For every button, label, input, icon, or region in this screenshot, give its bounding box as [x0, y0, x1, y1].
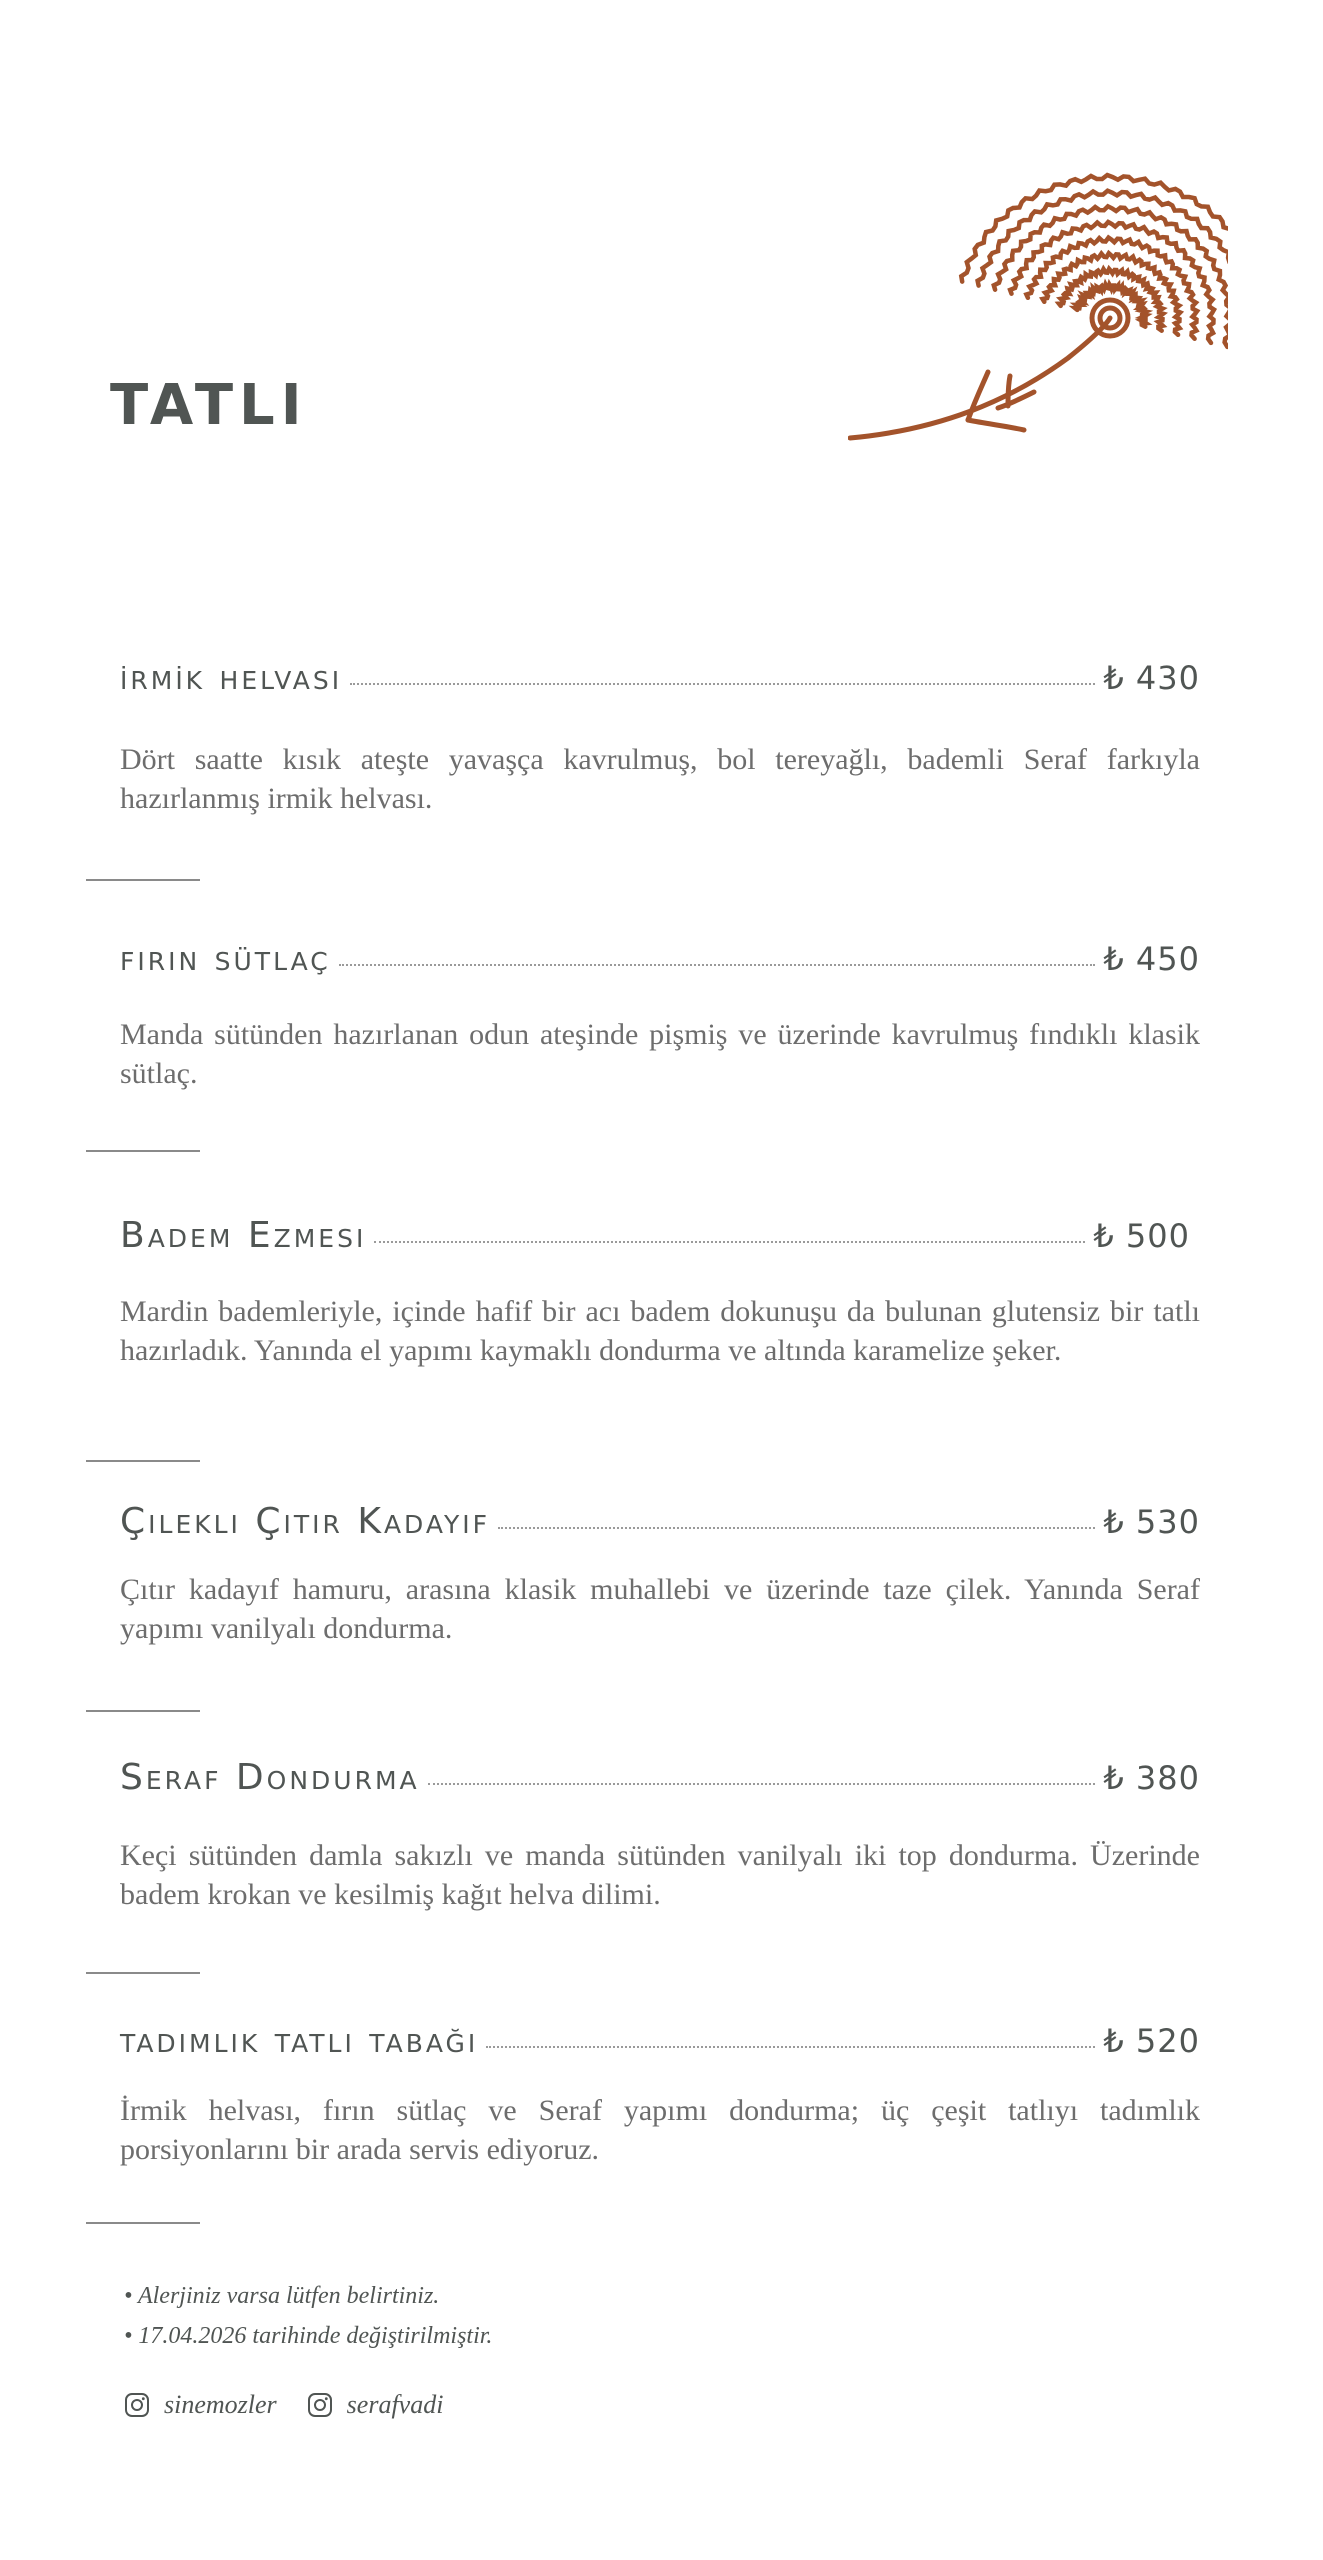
item-price: ₺ 450: [1103, 940, 1200, 978]
social-links: [124, 2390, 473, 2420]
item-name: i̇rmi̇k helvasi: [120, 657, 343, 698]
social-link-sinemozler[interactable]: [124, 2390, 277, 2420]
dot-leader: [350, 683, 1095, 685]
divider: [86, 1972, 200, 1974]
social-handle[interactable]: sinemozler: [164, 2390, 277, 2419]
item-name: tadimlik tatli tabaği: [120, 2020, 479, 2061]
fern-leaf-icon: [848, 172, 1228, 442]
item-description: Çıtır kadayıf hamuru, arasına klasik muhallebi ve üzerinde taze çilek. Yanında Seraf yapımı vanilyalı dondurma.: [120, 1573, 1200, 1645]
dot-leader: [339, 964, 1096, 966]
divider: [86, 2222, 200, 2224]
item-description: Manda sütünden hazırlanan odun ateşinde pişmiş ve üzerinde kavrulmuş fındıklı klasik sütlaç.: [120, 1018, 1200, 1090]
dot-leader: [486, 2046, 1095, 2048]
social-link-serafvadi[interactable]: [307, 2390, 444, 2420]
instagram-icon: [307, 2392, 333, 2418]
item-price: ₺ 500: [1093, 1217, 1190, 1255]
item-name: Seraf Dondurma: [120, 1757, 420, 1798]
menu-item-tadimlik-tatli-tabagi: [120, 2020, 1200, 2166]
menu-item-badem-ezmesi: [120, 1215, 1200, 1367]
menu-item-cilekli-citir-kadayif: [120, 1501, 1200, 1645]
item-price: ₺ 530: [1103, 1503, 1200, 1541]
updated-date-note: • 17.04.2026 tarihinde değiştirilmiştir.: [124, 2323, 493, 2349]
dot-leader: [428, 1783, 1096, 1785]
divider: [86, 879, 200, 881]
item-name: firin sütlaç: [120, 938, 331, 979]
social-handle[interactable]: serafvadi: [346, 2390, 444, 2419]
item-description: Keçi sütünden damla sakızlı ve manda sütünden vanilyalı iki top dondurma. Üzerinde badem krokan ve kesilmiş kağıt helva dilimi.: [120, 1839, 1200, 1911]
footnotes: [124, 2276, 492, 2356]
page-title: TATLI: [110, 373, 308, 438]
divider: [86, 1150, 200, 1152]
allergy-note: • Alerjiniz varsa lütfen belirtiniz.: [124, 2283, 440, 2309]
item-description: Dört saatte kısık ateşte yavaşça kavrulmuş, bol tereyağlı, bademli Seraf farkıyla hazırlanmış irmik helvası.: [120, 743, 1200, 815]
menu-item-seraf-dondurma: [120, 1757, 1200, 1911]
divider: [86, 1460, 200, 1462]
item-description: Mardin bademleriyle, içinde hafif bir acı badem dokunuşu da bulunan glutensiz bir tatlı hazırladık. Yanında el yapımı kaymaklı dondurma ve altında karamelize şeker.: [120, 1295, 1200, 1367]
item-name: Badem Ezmesi: [120, 1215, 367, 1256]
item-description: İrmik helvası, fırın sütlaç ve Seraf yapımı dondurma; üç çeşit tatlıyı tadımlık porsiyonlarını bir arada servis ediyoruz.: [120, 2094, 1200, 2166]
menu-item-firin-sutlac: [120, 938, 1200, 1090]
menu-item-irmik-helvasi: [120, 657, 1200, 815]
item-price: ₺ 430: [1103, 659, 1200, 697]
dot-leader: [498, 1527, 1095, 1529]
dot-leader: [374, 1241, 1085, 1243]
item-price: ₺ 380: [1103, 1759, 1200, 1797]
instagram-icon: [124, 2392, 150, 2418]
item-price: ₺ 520: [1103, 2022, 1200, 2060]
divider: [86, 1710, 200, 1712]
item-name: Çilekli Çıtır Kadayıf: [120, 1501, 491, 1542]
